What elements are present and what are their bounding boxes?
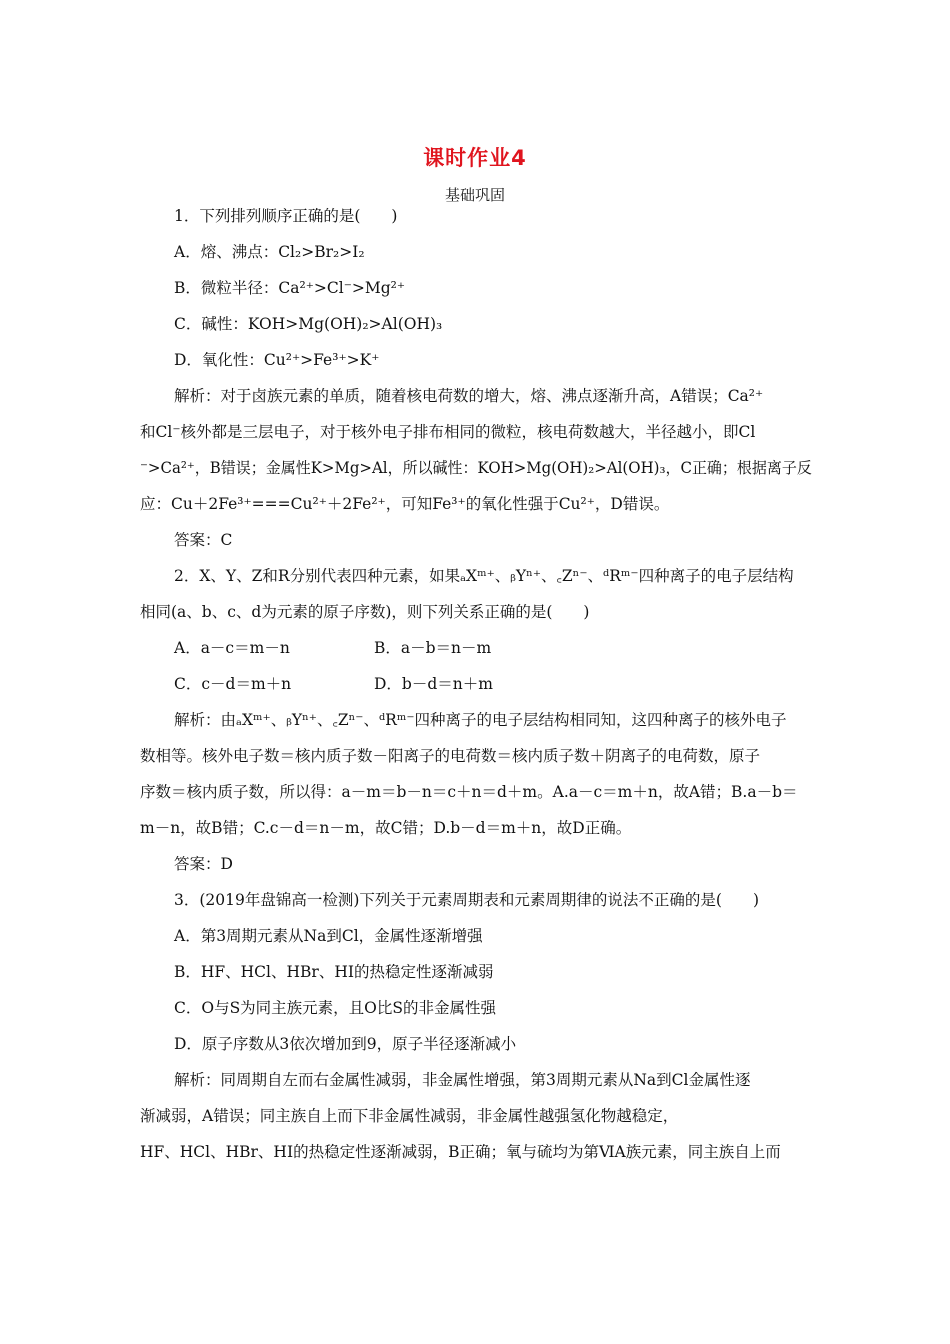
text-line: 解析：由ₐXᵐ⁺、ᵦYⁿ⁺、꜀Zⁿ⁻、ᵈRᵐ⁻四种离子的电子层结构相同知，这四种离子的核外电子	[174, 711, 787, 729]
text-line: A．第3周期元素从Na到Cl，金属性逐渐增强	[174, 927, 483, 945]
text-line: ⁻>Ca²⁺，B错误；金属性K>Mg>Al，所以碱性：KOH>Mg(OH)₂>Al(OH)₃，C正确；根据离子反	[140, 459, 812, 477]
text-line: D．原子序数从3依次增加到9，原子半径逐渐减小	[174, 1035, 517, 1053]
text-line: HF、HCl、HBr、HI的热稳定性逐渐减弱，B正确；氧与硫均为第ⅥA族元素，同主族自上而	[140, 1143, 781, 1161]
text-line: 和Cl⁻核外都是三层电子，对于核外电子排布相同的微粒，核电荷数越大，半径越小，即Cl	[140, 423, 756, 441]
text-line: B．a－b＝n－m	[374, 639, 492, 657]
text-line: B．HF、HCl、HBr、HI的热稳定性逐渐减弱	[174, 963, 494, 981]
text-line: 2．X、Y、Z和R分别代表四种元素，如果ₐXᵐ⁺、ᵦYⁿ⁺、꜀Zⁿ⁻、ᵈRᵐ⁻四种离子的电子层结构	[174, 567, 794, 585]
text-line: 解析：同周期自左而右金属性减弱，非金属性增强，第3周期元素从Na到Cl金属性逐	[174, 1071, 751, 1089]
text-line: C．O与S为同主族元素，且O比S的非金属性强	[174, 999, 497, 1017]
text-line: 答案：C	[174, 531, 233, 549]
text-line: 数相等。核外电子数＝核内质子数－阳离子的电荷数＝核内质子数＋阴离子的电荷数，原子	[140, 747, 761, 765]
text-line: 1．下列排列顺序正确的是( )	[174, 207, 398, 225]
text-line: D．氧化性：Cu²⁺>Fe³⁺>K⁺	[174, 351, 380, 369]
text-line: 答案：D	[174, 855, 233, 873]
text-line: 3．(2019年盘锦高一检测)下列关于元素周期表和元素周期律的说法不正确的是( )	[174, 891, 759, 909]
text-line: 相同(a、b、c、d为元素的原子序数)，则下列关系正确的是( )	[140, 603, 590, 621]
text-line: C．碱性：KOH>Mg(OH)₂>Al(OH)₃	[174, 315, 443, 333]
text-line: 渐减弱，A错误；同主族自上而下非金属性减弱，非金属性越强氢化物越稳定，	[140, 1107, 679, 1125]
text-line: A．熔、沸点：Cl₂>Br₂>I₂	[174, 243, 365, 261]
section-subtitle: 基础巩固	[444, 186, 505, 204]
text-line: 应：Cu＋2Fe³⁺===Cu²⁺＋2Fe²⁺，可知Fe³⁺的氧化性强于Cu²⁺，D错误。	[140, 495, 670, 513]
page-title: 课时作业4	[423, 146, 527, 170]
text-line: 序数＝核内质子数，所以得：a－m＝b－n＝c＋n＝d＋m。A.a－c＝m＋n，故A错；B.a－b＝	[140, 783, 798, 801]
text-line: C．c－d＝m＋n	[174, 675, 292, 693]
text-line: m－n，故B错；C.c－d＝n－m，故C错；D.b－d＝m＋n，故D正确。	[140, 819, 632, 837]
text-line: A．a－c＝m－n	[174, 639, 290, 657]
text-line: 解析：对于卤族元素的单质，随着核电荷数的增大，熔、沸点逐渐升高，A错误；Ca²⁺	[174, 387, 764, 405]
text-line: D．b－d＝n＋m	[374, 675, 493, 693]
text-line: B．微粒半径：Ca²⁺>Cl⁻>Mg²⁺	[174, 279, 406, 297]
